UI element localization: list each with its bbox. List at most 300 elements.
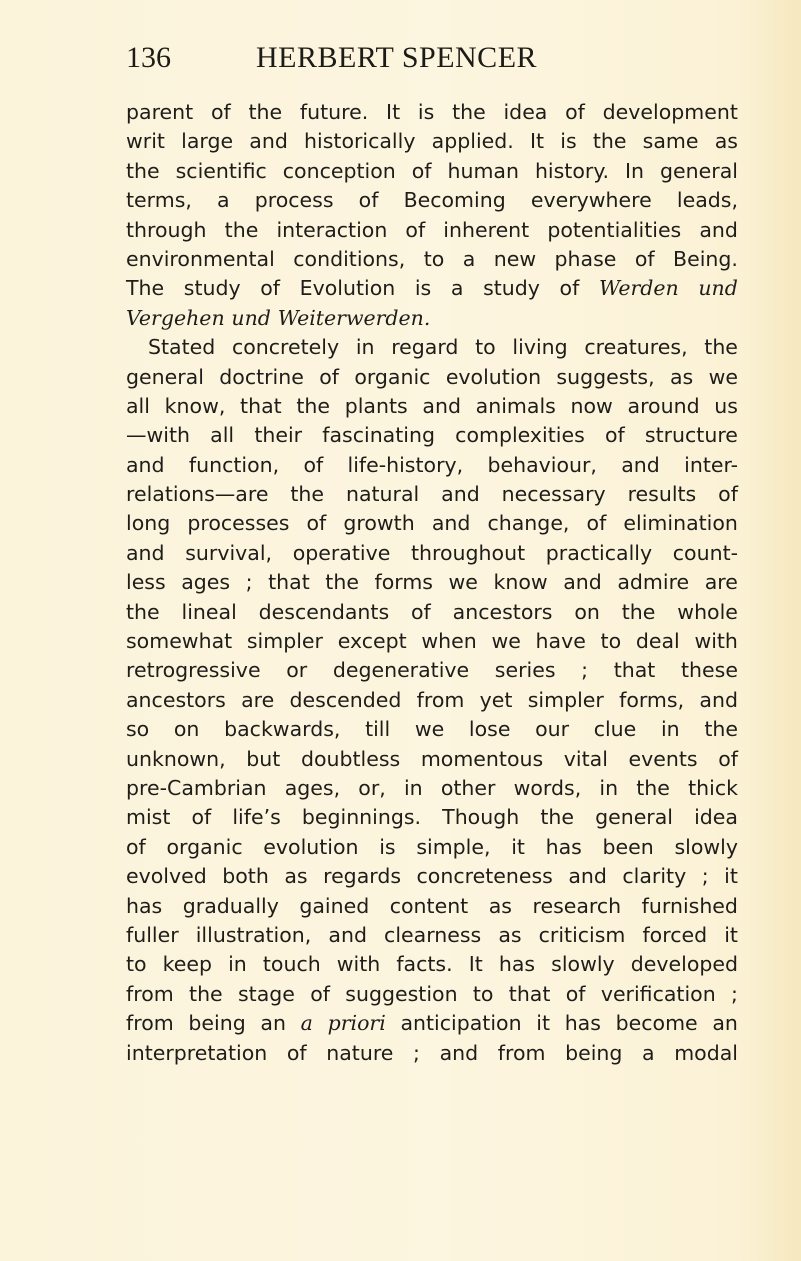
word: survival,	[185, 540, 273, 565]
word: we	[491, 629, 521, 654]
running-head	[126, 38, 726, 78]
word: ancestors	[452, 599, 553, 624]
word: of	[310, 981, 330, 1006]
word: plants	[344, 393, 408, 418]
word: terms,	[126, 188, 192, 213]
word: slowly	[551, 952, 615, 977]
text-line	[126, 274, 738, 303]
word: events	[628, 746, 698, 771]
word: gained	[299, 893, 370, 918]
italic-text: Vergehen	[126, 305, 225, 330]
word: the	[704, 335, 738, 360]
word: content	[389, 893, 469, 918]
text-line	[126, 304, 738, 333]
word: of	[303, 452, 324, 477]
word: growth	[343, 511, 415, 536]
word: to	[475, 335, 496, 360]
word: forced	[642, 922, 708, 947]
word: touch	[262, 952, 321, 977]
text-line	[126, 1009, 738, 1038]
word: criticism	[538, 922, 626, 947]
word: animals	[475, 393, 556, 418]
word: the	[325, 570, 359, 595]
word: furnished	[641, 893, 738, 918]
text-line	[126, 127, 738, 156]
word: simpler	[527, 687, 604, 712]
word: potentialities	[547, 217, 682, 242]
word: ancestors	[126, 687, 226, 712]
word: Stated	[148, 335, 216, 360]
word: are	[704, 570, 738, 595]
word: to	[472, 981, 494, 1006]
word: general	[660, 158, 738, 183]
word: ;	[581, 658, 589, 683]
word: new	[493, 246, 537, 271]
word: study	[483, 276, 540, 301]
word: of	[210, 100, 231, 124]
body-text	[126, 98, 738, 1068]
word: become	[615, 1011, 698, 1036]
word: with	[336, 952, 381, 977]
text-line	[126, 892, 738, 921]
word: and	[126, 540, 165, 565]
word: thick	[688, 775, 738, 800]
word: the	[540, 805, 574, 830]
word: of	[358, 188, 379, 213]
word: and	[568, 864, 607, 889]
word: now	[570, 393, 613, 418]
word: —with	[126, 423, 190, 448]
word: ;	[701, 864, 709, 889]
word	[599, 274, 679, 303]
word: environmental	[126, 246, 275, 271]
word: same	[642, 129, 699, 154]
word: all	[126, 393, 150, 418]
text-line	[126, 363, 738, 392]
word: doubtless	[300, 746, 401, 771]
word: function,	[188, 452, 280, 477]
word: and	[431, 511, 471, 536]
word: unknown,	[126, 746, 226, 771]
word: is	[414, 276, 432, 301]
word: a	[642, 1040, 655, 1065]
word: of	[319, 364, 339, 389]
word: and	[422, 393, 461, 418]
word: long	[126, 511, 171, 536]
word: series	[494, 658, 556, 683]
text-line	[126, 451, 738, 480]
text-line	[126, 686, 738, 715]
word: historically	[304, 129, 416, 154]
word: vital	[563, 746, 608, 771]
word: when	[421, 629, 477, 654]
word: In	[625, 158, 645, 183]
word: is	[417, 100, 435, 124]
word: are	[241, 687, 275, 712]
word: life-history,	[347, 452, 464, 477]
word: that	[508, 981, 551, 1006]
word	[328, 1009, 386, 1038]
word: slowly	[674, 834, 738, 859]
word: evolved	[126, 864, 207, 889]
word: to	[600, 629, 622, 654]
text-line	[126, 421, 738, 450]
text-line	[126, 745, 738, 774]
word: the	[296, 393, 331, 418]
word: mist	[126, 805, 171, 830]
word: to	[126, 952, 147, 977]
word: illustration,	[195, 922, 312, 947]
word: it	[724, 864, 738, 889]
word: It	[386, 100, 401, 124]
word: interaction	[276, 217, 388, 242]
word: on	[173, 717, 200, 742]
italic-text: a	[300, 1011, 313, 1036]
word: the	[636, 775, 670, 800]
word: through	[126, 217, 207, 242]
text-line	[126, 715, 738, 744]
text-line	[126, 950, 738, 979]
word: pre-Cambrian	[126, 775, 267, 800]
word: large	[181, 129, 234, 154]
word: we	[448, 570, 478, 595]
word: to	[423, 246, 445, 271]
word: future.	[299, 100, 369, 124]
word: but	[246, 746, 281, 771]
word: that	[240, 393, 282, 418]
word: yet	[479, 687, 513, 712]
word: backwards,	[224, 717, 341, 742]
word: concreteness	[416, 864, 553, 889]
word: and	[699, 687, 738, 712]
word: the	[126, 599, 160, 624]
word: evolution	[263, 834, 359, 859]
text-line	[126, 333, 738, 362]
text-line	[126, 656, 738, 685]
word: has	[545, 834, 582, 859]
word: forms	[374, 570, 433, 595]
text-line	[126, 509, 738, 538]
word: the	[621, 599, 656, 624]
word: of	[411, 158, 432, 183]
word: writ	[126, 129, 165, 154]
word: us	[714, 393, 738, 418]
word: simpler	[246, 629, 323, 654]
word: conception	[282, 158, 396, 183]
word: The	[126, 276, 165, 301]
word: clearness	[384, 922, 482, 947]
word: scientific	[175, 158, 267, 183]
word: inherent	[443, 217, 530, 242]
word: on	[574, 599, 600, 624]
word: somewhat	[126, 629, 233, 654]
word: throughout	[410, 540, 526, 565]
word: that	[268, 570, 310, 595]
word: of	[559, 276, 580, 301]
word: a	[217, 188, 230, 213]
word: as	[498, 922, 522, 947]
word: Becoming	[403, 188, 506, 213]
word: of	[126, 834, 146, 859]
word: from	[497, 1040, 546, 1065]
word: It	[468, 952, 483, 977]
word: the	[189, 981, 223, 1006]
word: the	[290, 482, 325, 507]
word: structure	[644, 423, 738, 448]
word: the	[224, 217, 259, 242]
text-line	[126, 833, 738, 862]
word: inter-	[684, 452, 738, 477]
word	[278, 304, 431, 333]
text-line	[126, 921, 738, 950]
word: admire	[617, 570, 690, 595]
text-line	[126, 186, 738, 215]
word: and	[126, 452, 165, 477]
word: degenerative	[332, 658, 470, 683]
word: operative	[292, 540, 391, 565]
word: it	[724, 922, 738, 947]
running-title: HERBERT SPENCER	[256, 41, 538, 74]
word: in	[599, 775, 619, 800]
word: an	[260, 1011, 286, 1036]
word: our	[535, 717, 570, 742]
word: research	[532, 893, 622, 918]
word: being	[188, 1011, 246, 1036]
word: gradually	[182, 893, 279, 918]
word: whole	[677, 599, 738, 624]
word: elimination	[623, 511, 738, 536]
word: suggestion	[345, 981, 458, 1006]
word: being	[565, 1040, 623, 1065]
word: creatures,	[584, 335, 688, 360]
italic-text: Werden	[598, 276, 679, 301]
word	[698, 274, 738, 303]
word: modal	[674, 1040, 738, 1065]
word: phase	[554, 246, 617, 271]
word: nature	[326, 1040, 394, 1065]
word: the	[126, 158, 160, 183]
text-line	[126, 1039, 738, 1068]
word: it	[536, 1011, 550, 1036]
word: of	[411, 599, 431, 624]
word: that	[613, 658, 656, 683]
word: words,	[513, 775, 582, 800]
word: as	[284, 864, 308, 889]
word: process	[254, 188, 334, 213]
word: idea	[694, 805, 738, 830]
italic-text: und	[698, 276, 738, 301]
word: of	[586, 511, 607, 536]
word: around	[627, 393, 700, 418]
word	[301, 1009, 313, 1038]
word: history.	[534, 158, 610, 183]
word: stage	[238, 981, 295, 1006]
word: fuller	[126, 922, 179, 947]
word: clue	[593, 717, 637, 742]
word: suggests,	[556, 364, 655, 389]
text-line	[126, 568, 738, 597]
word: descended	[289, 687, 402, 712]
text-line	[126, 392, 738, 421]
word	[126, 304, 225, 333]
word: retrogressive	[126, 658, 261, 683]
word: applied.	[431, 129, 514, 154]
word: necessary	[501, 482, 606, 507]
word: of	[718, 482, 738, 507]
word: keep	[162, 952, 213, 977]
word: in	[228, 952, 247, 977]
word: know	[493, 570, 548, 595]
italic-text: Weiterwerden.	[277, 305, 431, 330]
word: has	[126, 893, 163, 918]
word: complexities	[455, 423, 585, 448]
word: and	[249, 129, 288, 154]
word: other	[440, 775, 496, 800]
word: and	[439, 1040, 479, 1065]
word: except	[337, 629, 407, 654]
italic-text: priori	[327, 1011, 386, 1036]
word: in	[355, 335, 375, 360]
word: of	[286, 1040, 307, 1065]
word: general	[126, 364, 204, 389]
word: of	[405, 217, 426, 242]
word: ages	[181, 570, 231, 595]
word: human	[447, 158, 519, 183]
word: Though	[442, 805, 520, 830]
word: developed	[630, 952, 738, 977]
word: lose	[468, 717, 511, 742]
word: we	[708, 364, 738, 389]
word: everywhere	[530, 188, 652, 213]
word: leads,	[676, 188, 738, 213]
word: in	[403, 775, 423, 800]
word: It	[529, 129, 545, 154]
word: it	[511, 834, 525, 859]
word: parent	[126, 100, 194, 124]
word: have	[535, 629, 586, 654]
word: the	[452, 100, 486, 124]
word: verification	[600, 981, 716, 1006]
word: behaviour,	[487, 452, 597, 477]
word: of	[260, 276, 281, 301]
word: know,	[164, 393, 226, 418]
word: processes	[187, 511, 290, 536]
word: has	[498, 952, 536, 977]
word: count-	[672, 540, 738, 565]
word: organic	[354, 364, 431, 389]
word: the	[592, 129, 627, 154]
word: of	[718, 746, 738, 771]
word: and	[699, 217, 738, 242]
text-line	[126, 774, 738, 803]
word: results	[627, 482, 697, 507]
text-line	[126, 539, 738, 568]
word: of	[604, 423, 625, 448]
text-line	[126, 216, 738, 245]
word: living	[512, 335, 568, 360]
word: ages,	[284, 775, 341, 800]
word: is	[379, 834, 396, 859]
word: idea	[503, 100, 548, 124]
word: concretely	[231, 335, 340, 360]
text-line	[126, 598, 738, 627]
word: practically	[545, 540, 653, 565]
text-line	[126, 98, 738, 127]
word: natural	[345, 482, 420, 507]
word: organic	[166, 834, 243, 859]
word: of	[565, 981, 586, 1006]
word: a	[462, 246, 476, 271]
word: forms,	[619, 687, 685, 712]
word: or,	[358, 775, 386, 800]
word: and	[563, 570, 602, 595]
word: with	[694, 629, 738, 654]
word: facts.	[396, 952, 453, 977]
word: both	[222, 864, 269, 889]
word: as	[488, 893, 512, 918]
word: regards	[323, 864, 402, 889]
word	[231, 304, 271, 333]
word: of	[634, 246, 655, 271]
text-line	[126, 980, 738, 1009]
word: of	[306, 511, 327, 536]
word: clarity	[622, 864, 687, 889]
word: less	[126, 570, 166, 595]
page-number: 136	[126, 41, 171, 74]
word: conditions,	[293, 246, 406, 271]
word: beginnings.	[301, 805, 422, 830]
word: development	[602, 100, 738, 124]
word: simple,	[416, 834, 491, 859]
word: or	[286, 658, 308, 683]
word: as	[669, 364, 694, 389]
word: interpretation	[126, 1040, 268, 1065]
word: their	[254, 423, 303, 448]
word: is	[560, 129, 577, 154]
word: ;	[731, 981, 738, 1006]
word: evolution	[445, 364, 542, 389]
word: deal	[635, 629, 680, 654]
word: doctrine	[219, 364, 304, 389]
word: descendants	[258, 599, 390, 624]
word: change,	[487, 511, 570, 536]
word: from	[126, 981, 174, 1006]
word: these	[681, 658, 738, 683]
word: fascinating	[322, 423, 435, 448]
word: been	[602, 834, 654, 859]
word: ;	[413, 1040, 420, 1065]
text-line	[126, 480, 738, 509]
word: ;	[245, 570, 253, 595]
word: a	[450, 276, 464, 301]
word: life’s	[232, 805, 281, 830]
word: from	[126, 1011, 174, 1036]
word: till	[365, 717, 391, 742]
word: so	[126, 717, 150, 742]
word: in	[660, 717, 680, 742]
word: we	[414, 717, 445, 742]
word: and	[621, 452, 660, 477]
word: general	[595, 805, 673, 830]
word: of	[565, 100, 585, 124]
text-line	[126, 803, 738, 832]
word: all	[210, 423, 235, 448]
word: and	[441, 482, 480, 507]
word: an	[712, 1011, 738, 1036]
text-line	[126, 627, 738, 656]
word: anticipation	[400, 1011, 522, 1036]
word: regard	[391, 335, 459, 360]
